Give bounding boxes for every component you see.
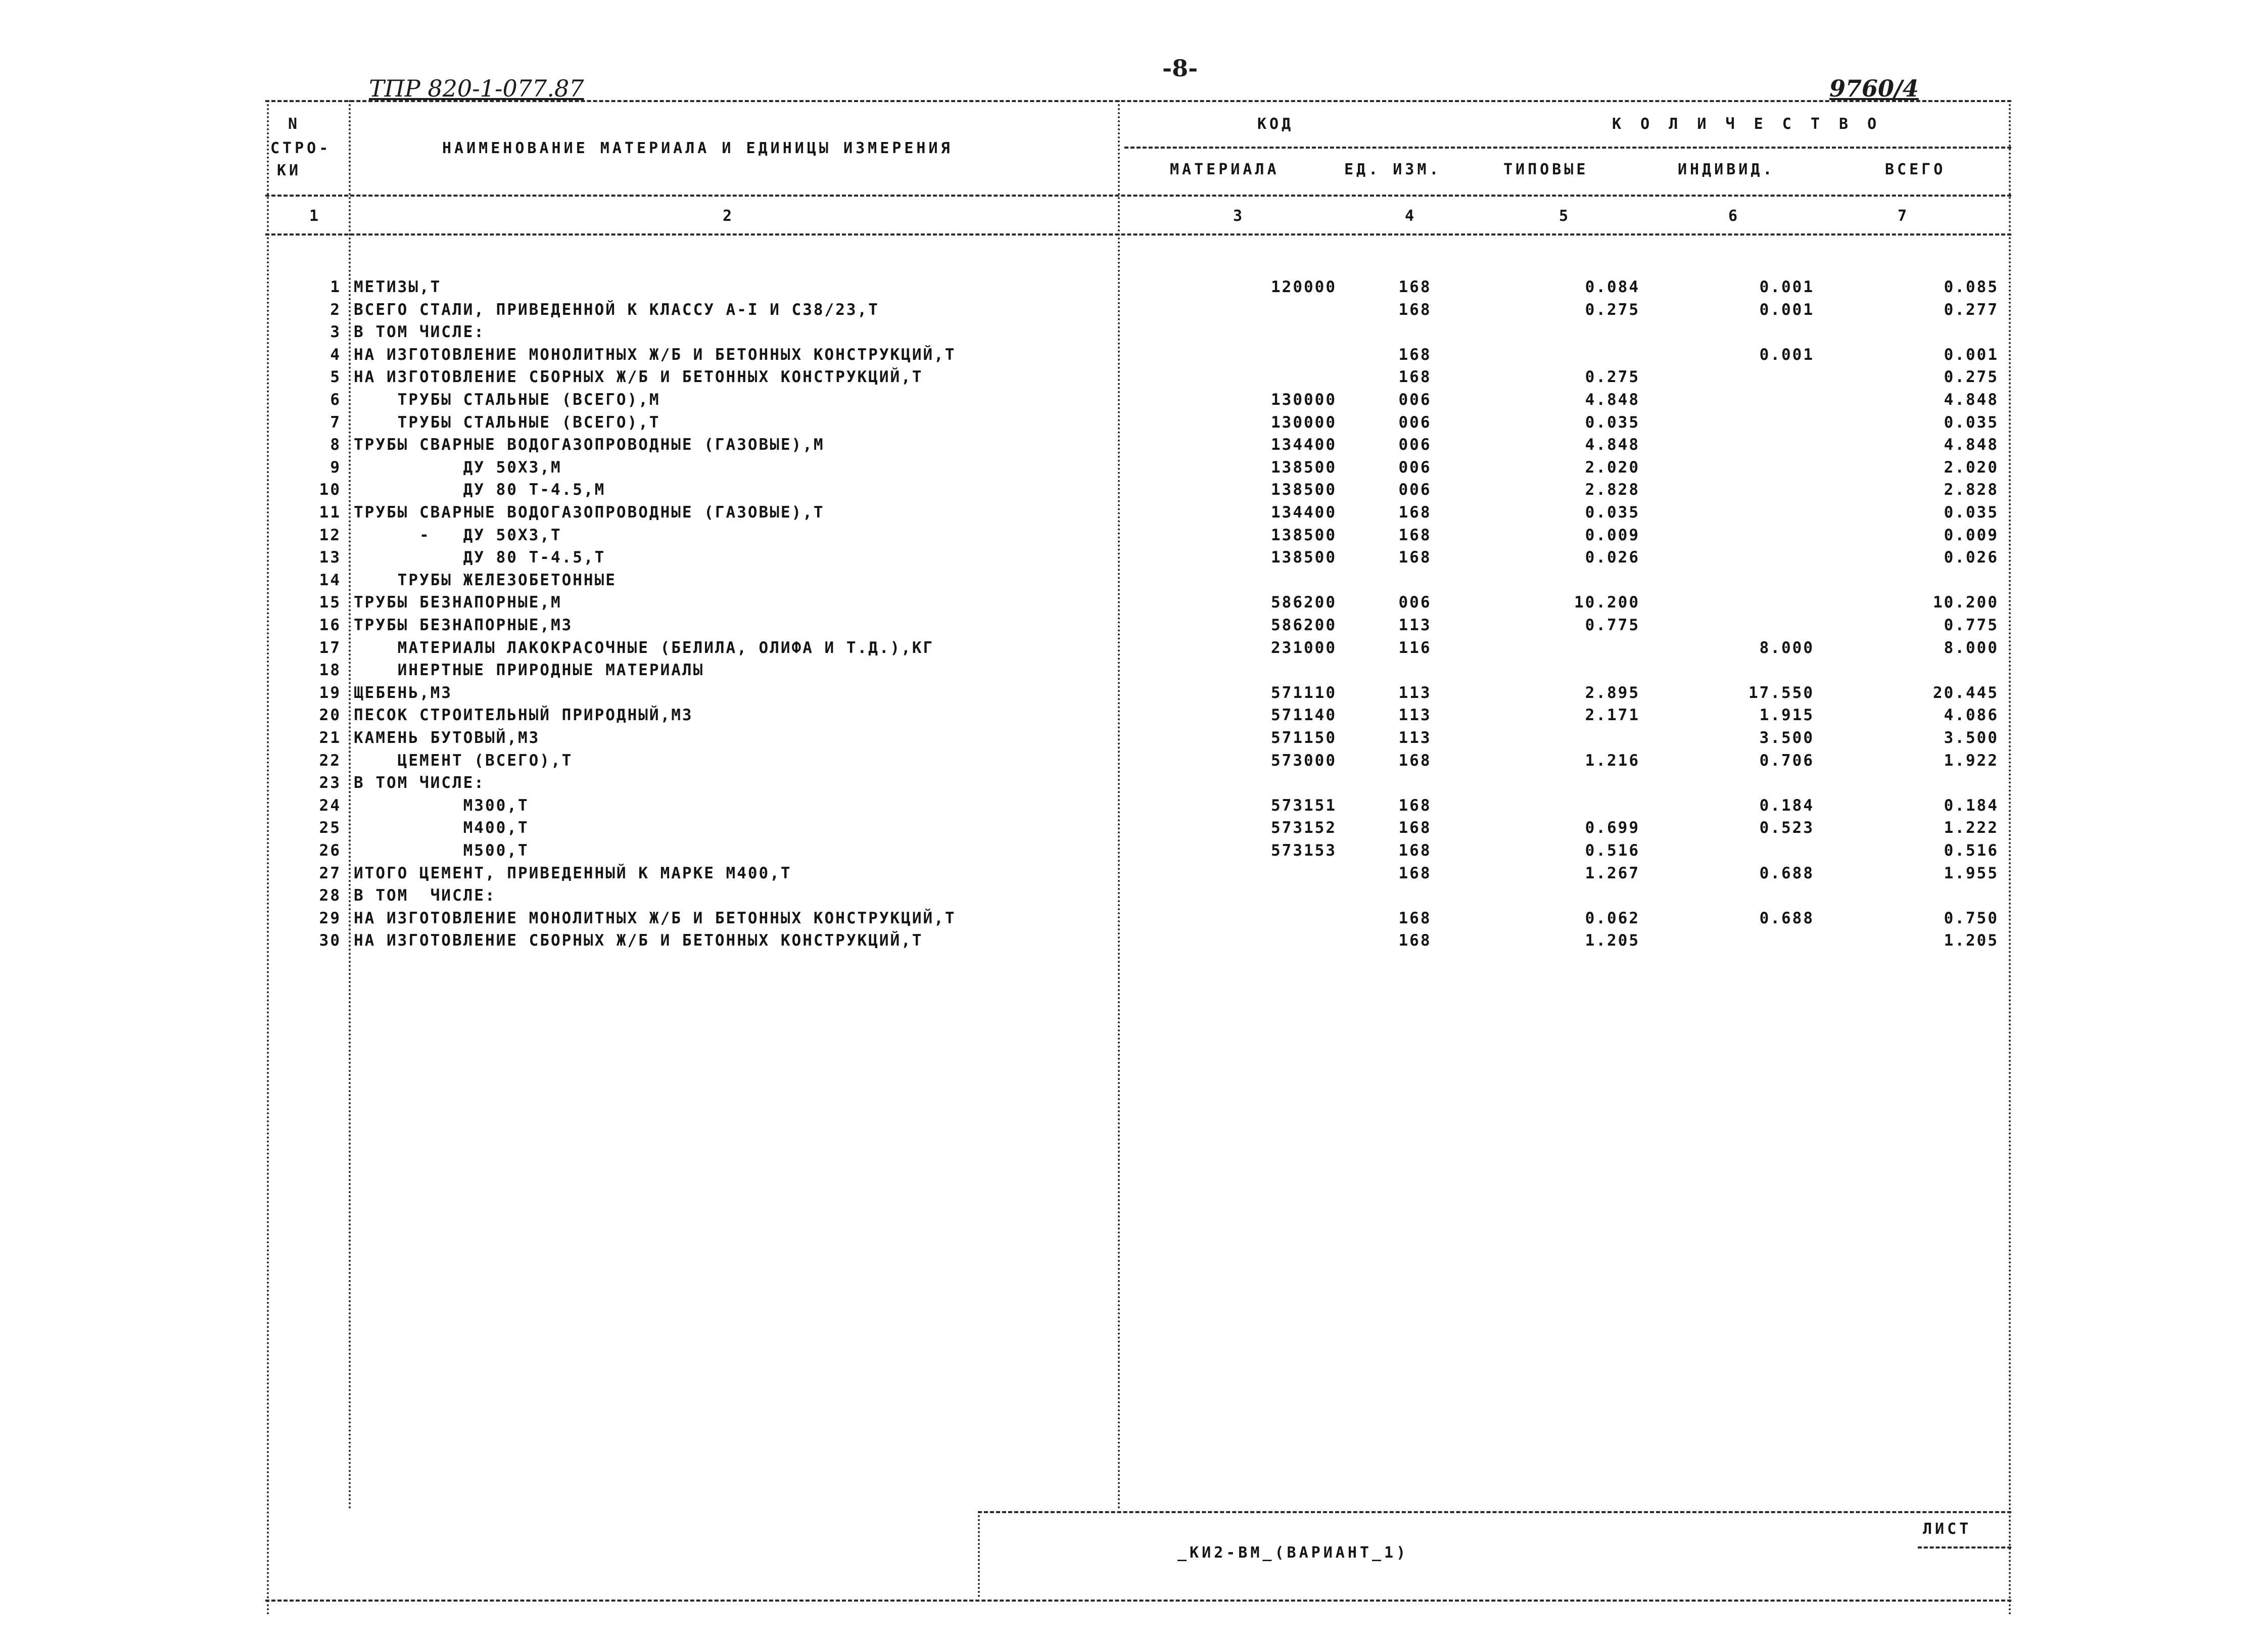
row-unit-code: 006 bbox=[1398, 458, 1432, 477]
row-typical: 0.026 bbox=[1585, 548, 1640, 567]
row-number: 30 bbox=[319, 931, 341, 950]
row-typical: 0.009 bbox=[1585, 526, 1640, 544]
row-unit-code: 168 bbox=[1398, 864, 1432, 882]
row-number: 23 bbox=[319, 774, 341, 792]
row-unit-code: 006 bbox=[1398, 436, 1432, 454]
row-number: 15 bbox=[319, 593, 341, 612]
row-typical: 0.084 bbox=[1585, 278, 1640, 296]
left-border bbox=[267, 100, 269, 1616]
row-individual: 17.550 bbox=[1749, 683, 1814, 702]
row-number: 16 bbox=[319, 616, 341, 634]
row-typical: 1.267 bbox=[1585, 864, 1640, 882]
row-total: 0.275 bbox=[1944, 368, 1999, 387]
row-total: 20.445 bbox=[1933, 683, 1999, 702]
row-material-code: 138500 bbox=[1271, 481, 1337, 499]
row-number: 1 bbox=[330, 278, 341, 296]
row-number: 8 bbox=[330, 436, 341, 454]
row-name: ТРУБЫ БЕЗНАПОРНЫЕ,М bbox=[354, 593, 562, 612]
row-number: 22 bbox=[319, 751, 341, 770]
row-total: 0.035 bbox=[1944, 503, 1999, 522]
row-total: 2.828 bbox=[1944, 481, 1999, 499]
col-num-5: 5 bbox=[1559, 207, 1572, 225]
row-number: 20 bbox=[319, 706, 341, 725]
row-name: ВСЕГО СТАЛИ, ПРИВЕДЕННОЙ К КЛАССУ А-I И С38/23,Т bbox=[354, 300, 879, 319]
row-typical: 2.020 bbox=[1585, 458, 1640, 477]
header-stro: СТРО- bbox=[270, 139, 332, 157]
row-unit-code: 113 bbox=[1398, 706, 1432, 725]
row-name: ТРУБЫ БЕЗНАПОРНЫЕ,М3 bbox=[354, 616, 573, 634]
col-num-1: 1 bbox=[309, 207, 322, 225]
row-number: 27 bbox=[319, 864, 341, 882]
row-material-code: 120000 bbox=[1271, 278, 1337, 296]
document-code: ТПР 820-1-077.87 bbox=[369, 75, 584, 102]
row-name: ИТОГО ЦЕМЕНТ, ПРИВЕДЕННЫЙ К МАРКЕ М400,Т bbox=[354, 864, 792, 882]
row-number: 25 bbox=[319, 819, 341, 837]
row-unit-code: 168 bbox=[1398, 841, 1432, 860]
row-name: - ДУ 50Х3,Т bbox=[354, 526, 562, 544]
header-n: N bbox=[288, 115, 301, 133]
row-typical: 0.275 bbox=[1585, 368, 1640, 387]
row-number: 9 bbox=[330, 458, 341, 477]
col-num-2: 2 bbox=[723, 207, 735, 225]
col-num-6: 6 bbox=[1728, 207, 1741, 225]
row-typical: 1.216 bbox=[1585, 751, 1640, 770]
colnum-rule bbox=[265, 233, 2011, 236]
row-name: ДУ 50Х3,М bbox=[354, 458, 562, 477]
row-number: 6 bbox=[330, 391, 341, 409]
row-unit-code: 116 bbox=[1398, 638, 1432, 657]
row-name: ЦЕМЕНТ (ВСЕГО),Т bbox=[354, 751, 573, 770]
sheet-rule bbox=[1918, 1546, 2011, 1549]
sheet-label: ЛИСТ bbox=[1923, 1520, 1972, 1538]
top-rule bbox=[265, 100, 2011, 102]
row-name: ТРУБЫ ЖЕЛЕЗОБЕТОННЫЕ bbox=[354, 571, 617, 589]
row-material-code: 138500 bbox=[1271, 458, 1337, 477]
col-num-3: 3 bbox=[1233, 207, 1246, 225]
row-number: 4 bbox=[330, 345, 341, 364]
row-total: 0.035 bbox=[1944, 413, 1999, 432]
row-total: 1.922 bbox=[1944, 751, 1999, 770]
row-typical: 0.035 bbox=[1585, 413, 1640, 432]
row-unit-code: 168 bbox=[1398, 345, 1432, 364]
row-unit-code: 168 bbox=[1398, 819, 1432, 837]
row-total: 4.086 bbox=[1944, 706, 1999, 725]
row-individual: 0.706 bbox=[1759, 751, 1814, 770]
row-total: 0.001 bbox=[1944, 345, 1999, 364]
row-total: 4.848 bbox=[1944, 391, 1999, 409]
bottom-rule bbox=[265, 1600, 2011, 1602]
row-individual: 0.688 bbox=[1759, 864, 1814, 882]
row-individual: 0.001 bbox=[1759, 300, 1814, 319]
col-sep-1 bbox=[349, 100, 351, 1510]
row-unit-code: 168 bbox=[1398, 751, 1432, 770]
row-number: 3 bbox=[330, 323, 341, 342]
row-material-code: 573000 bbox=[1271, 751, 1337, 770]
row-unit-code: 113 bbox=[1398, 729, 1432, 747]
row-number: 11 bbox=[319, 503, 341, 522]
header-vsego: ВСЕГО bbox=[1885, 161, 1946, 178]
row-individual: 0.688 bbox=[1759, 909, 1814, 927]
row-material-code: 134400 bbox=[1271, 503, 1337, 522]
row-name: МАТЕРИАЛЫ ЛАКОКРАСОЧНЫЕ (БЕЛИЛА, ОЛИФА И Т.Д.),КГ bbox=[354, 638, 934, 657]
row-total: 0.026 bbox=[1944, 548, 1999, 567]
row-name: НА ИЗГОТОВЛЕНИЕ МОНОЛИТНЫХ Ж/Б И БЕТОННЫХ КОНСТРУКЦИЙ,Т bbox=[354, 909, 956, 927]
row-unit-code: 006 bbox=[1398, 413, 1432, 432]
row-material-code: 138500 bbox=[1271, 526, 1337, 544]
row-unit-code: 168 bbox=[1398, 526, 1432, 544]
row-total: 0.516 bbox=[1944, 841, 1999, 860]
row-number: 18 bbox=[319, 661, 341, 680]
right-border bbox=[2009, 100, 2011, 1616]
row-total: 1.222 bbox=[1944, 819, 1999, 837]
row-material-code: 134400 bbox=[1271, 436, 1337, 454]
header-rule bbox=[265, 195, 2011, 197]
row-material-code: 586200 bbox=[1271, 593, 1337, 612]
row-individual: 0.001 bbox=[1759, 345, 1814, 364]
header-individ: ИНДИВИД. bbox=[1678, 161, 1775, 178]
row-typical: 0.516 bbox=[1585, 841, 1640, 860]
row-total: 8.000 bbox=[1944, 638, 1999, 657]
header-kod: КОД bbox=[1257, 115, 1294, 133]
row-name: ТРУБЫ СТАЛЬНЫЕ (ВСЕГО),М bbox=[354, 391, 660, 409]
row-name: ДУ 80 Т-4.5,Т bbox=[354, 548, 606, 567]
row-typical: 2.828 bbox=[1585, 481, 1640, 499]
row-total: 0.775 bbox=[1944, 616, 1999, 634]
row-number: 19 bbox=[319, 683, 341, 702]
row-material-code: 586200 bbox=[1271, 616, 1337, 634]
header-ki: КИ bbox=[277, 162, 302, 179]
row-name: НА ИЗГОТОВЛЕНИЕ СБОРНЫХ Ж/Б И БЕТОННЫХ КОНСТРУКЦИЙ,Т bbox=[354, 368, 923, 387]
header-tipovye: ТИПОВЫЕ bbox=[1503, 161, 1589, 178]
row-material-code: 571140 bbox=[1271, 706, 1337, 725]
row-name: М300,Т bbox=[354, 796, 529, 815]
row-material-code: 571110 bbox=[1271, 683, 1337, 702]
row-number: 5 bbox=[330, 368, 341, 387]
page-number: -8- bbox=[1162, 55, 1198, 82]
row-individual: 0.184 bbox=[1759, 796, 1814, 815]
row-unit-code: 113 bbox=[1398, 683, 1432, 702]
row-name: М400,Т bbox=[354, 819, 529, 837]
row-number: 26 bbox=[319, 841, 341, 860]
row-total: 4.848 bbox=[1944, 436, 1999, 454]
sheet-reference: 9760/4 bbox=[1829, 75, 1919, 102]
row-number: 2 bbox=[330, 300, 341, 319]
row-name: ТРУБЫ СТАЛЬНЫЕ (ВСЕГО),Т bbox=[354, 413, 660, 432]
row-unit-code: 113 bbox=[1398, 616, 1432, 634]
row-total: 0.277 bbox=[1944, 300, 1999, 319]
row-material-code: 130000 bbox=[1271, 391, 1337, 409]
row-individual: 8.000 bbox=[1759, 638, 1814, 657]
row-typical: 0.775 bbox=[1585, 616, 1640, 634]
row-name: ПЕСОК СТРОИТЕЛЬНЫЙ ПРИРОДНЫЙ,М3 bbox=[354, 706, 693, 725]
row-unit-code: 168 bbox=[1398, 368, 1432, 387]
row-number: 10 bbox=[319, 481, 341, 499]
footer-label: _КИ2-ВМ_(ВАРИАНТ_1) bbox=[1177, 1544, 1409, 1562]
header-name: НАИМЕНОВАНИЕ МАТЕРИАЛА И ЕДИНИЦЫ ИЗМЕРЕНИЯ bbox=[442, 139, 953, 157]
footer-sep bbox=[978, 1511, 980, 1597]
row-number: 7 bbox=[330, 413, 341, 432]
row-unit-code: 168 bbox=[1398, 503, 1432, 522]
row-material-code: 573151 bbox=[1271, 796, 1337, 815]
row-unit-code: 168 bbox=[1398, 909, 1432, 927]
row-total: 2.020 bbox=[1944, 458, 1999, 477]
row-typical: 0.275 bbox=[1585, 300, 1640, 319]
row-name: В ТОМ ЧИСЛЕ: bbox=[354, 774, 485, 792]
row-unit-code: 168 bbox=[1398, 300, 1432, 319]
row-individual: 1.915 bbox=[1759, 706, 1814, 725]
row-number: 13 bbox=[319, 548, 341, 567]
row-typical: 4.848 bbox=[1585, 391, 1640, 409]
row-total: 3.500 bbox=[1944, 729, 1999, 747]
row-total: 0.750 bbox=[1944, 909, 1999, 927]
header-kolichestvo: К О Л И Ч Е С Т В О bbox=[1612, 115, 1882, 133]
row-typical: 0.035 bbox=[1585, 503, 1640, 522]
row-material-code: 231000 bbox=[1271, 638, 1337, 657]
row-total: 0.009 bbox=[1944, 526, 1999, 544]
row-name: МЕТИЗЫ,Т bbox=[354, 278, 442, 296]
row-material-code: 138500 bbox=[1271, 548, 1337, 567]
row-name: НА ИЗГОТОВЛЕНИЕ МОНОЛИТНЫХ Ж/Б И БЕТОННЫХ КОНСТРУКЦИЙ,Т bbox=[354, 345, 956, 364]
col-num-4: 4 bbox=[1405, 207, 1418, 225]
row-number: 24 bbox=[319, 796, 341, 815]
row-typical: 2.171 bbox=[1585, 706, 1640, 725]
row-number: 17 bbox=[319, 638, 341, 657]
row-name: НА ИЗГОТОВЛЕНИЕ СБОРНЫХ Ж/Б И БЕТОННЫХ КОНСТРУКЦИЙ,Т bbox=[354, 931, 923, 950]
row-total: 1.955 bbox=[1944, 864, 1999, 882]
row-number: 12 bbox=[319, 526, 341, 544]
row-name: ЩЕБЕНЬ,М3 bbox=[354, 683, 452, 702]
col-num-7: 7 bbox=[1898, 207, 1910, 225]
row-name: ТРУБЫ СВАРНЫЕ ВОДОГАЗОПРОВОДНЫЕ (ГАЗОВЫЕ),М bbox=[354, 436, 825, 454]
header-ed-izm: ЕД. ИЗМ. bbox=[1344, 161, 1442, 178]
row-total: 10.200 bbox=[1933, 593, 1999, 612]
row-individual: 0.001 bbox=[1759, 278, 1814, 296]
row-unit-code: 168 bbox=[1398, 796, 1432, 815]
row-unit-code: 168 bbox=[1398, 931, 1432, 950]
row-name: В ТОМ ЧИСЛЕ: bbox=[354, 886, 496, 905]
row-unit-code: 168 bbox=[1398, 278, 1432, 296]
row-unit-code: 006 bbox=[1398, 391, 1432, 409]
row-number: 29 bbox=[319, 909, 341, 927]
col-sep-2 bbox=[1118, 100, 1120, 1510]
row-typical: 0.699 bbox=[1585, 819, 1640, 837]
row-name: М500,Т bbox=[354, 841, 529, 860]
row-number: 28 bbox=[319, 886, 341, 905]
row-name: В ТОМ ЧИСЛЕ: bbox=[354, 323, 485, 342]
row-material-code: 571150 bbox=[1271, 729, 1337, 747]
row-unit-code: 006 bbox=[1398, 481, 1432, 499]
row-typical: 1.205 bbox=[1585, 931, 1640, 950]
row-typical: 0.062 bbox=[1585, 909, 1640, 927]
row-material-code: 573152 bbox=[1271, 819, 1337, 837]
row-unit-code: 168 bbox=[1398, 548, 1432, 567]
row-total: 0.184 bbox=[1944, 796, 1999, 815]
row-name: ИНЕРТНЫЕ ПРИРОДНЫЕ МАТЕРИАЛЫ bbox=[354, 661, 704, 680]
row-number: 14 bbox=[319, 571, 341, 589]
row-name: ДУ 80 Т-4.5,М bbox=[354, 481, 606, 499]
row-typical: 10.200 bbox=[1574, 593, 1640, 612]
footer-top-rule bbox=[978, 1511, 2011, 1513]
row-total: 1.205 bbox=[1944, 931, 1999, 950]
row-name: КАМЕНЬ БУТОВЫЙ,М3 bbox=[354, 729, 540, 747]
row-material-code: 573153 bbox=[1271, 841, 1337, 860]
row-individual: 0.523 bbox=[1759, 819, 1814, 837]
row-individual: 3.500 bbox=[1759, 729, 1814, 747]
row-unit-code: 006 bbox=[1398, 593, 1432, 612]
header-subrule bbox=[1124, 147, 2011, 149]
row-typical: 4.848 bbox=[1585, 436, 1640, 454]
row-name: ТРУБЫ СВАРНЫЕ ВОДОГАЗОПРОВОДНЫЕ (ГАЗОВЫЕ),Т bbox=[354, 503, 825, 522]
row-material-code: 130000 bbox=[1271, 413, 1337, 432]
row-typical: 2.895 bbox=[1585, 683, 1640, 702]
row-number: 21 bbox=[319, 729, 341, 747]
header-material: МАТЕРИАЛА bbox=[1170, 161, 1280, 178]
row-total: 0.085 bbox=[1944, 278, 1999, 296]
